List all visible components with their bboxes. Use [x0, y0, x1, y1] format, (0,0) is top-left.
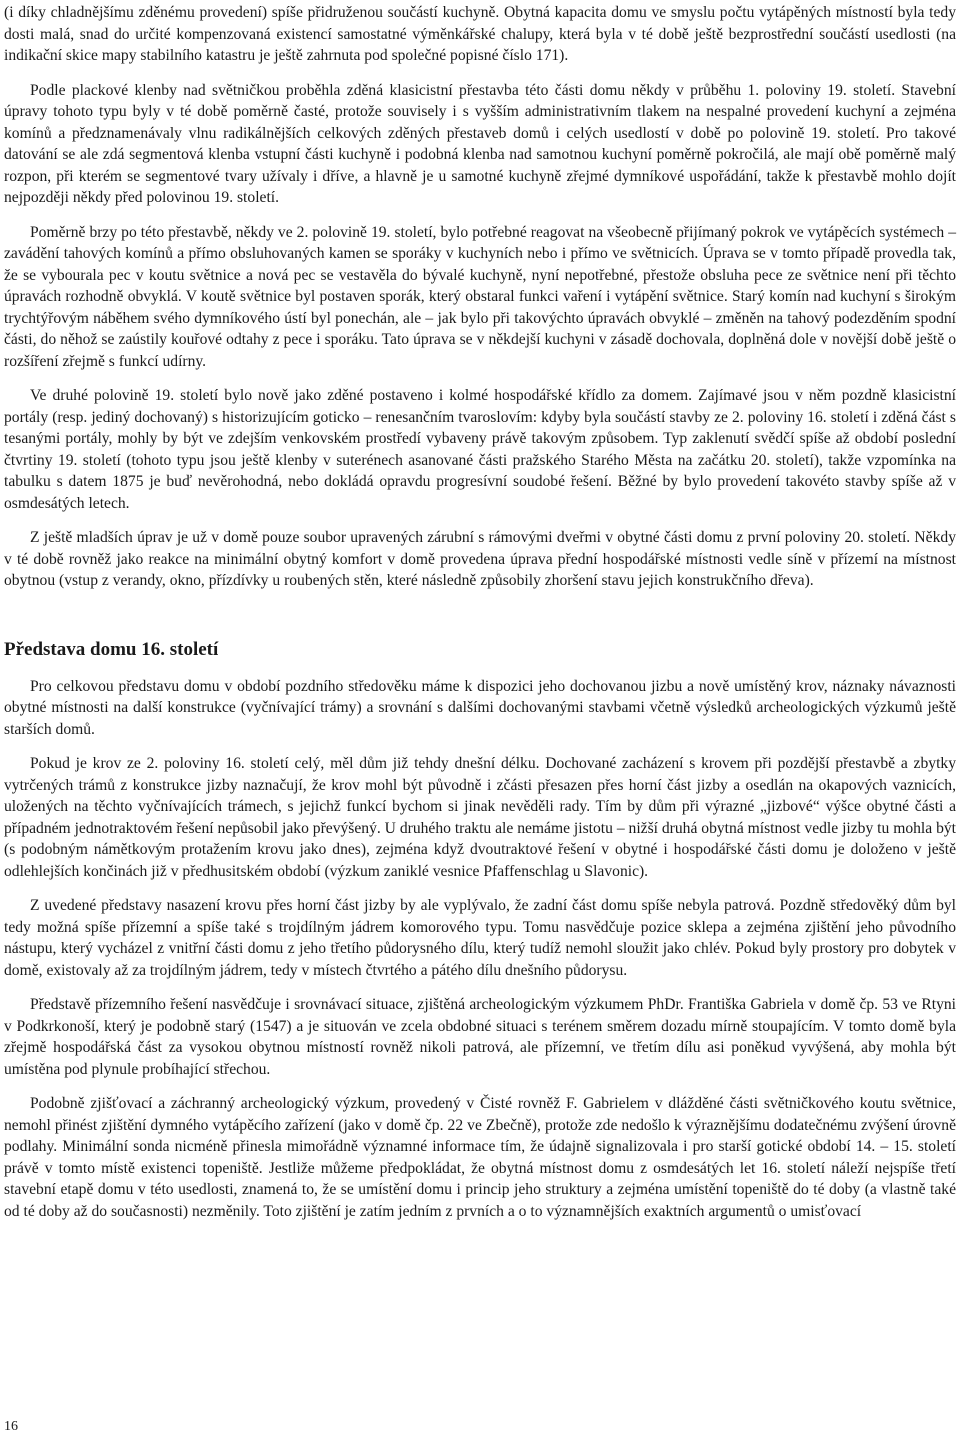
paragraph: Podle plackové klenby nad světničkou proběhla zděná klasicistní přestavba této části domu někdy v průběhu 1. poloviny 19. století. Stavební úpravy tohoto typu byly v té době poměrně časté, protože souvisely i s vyšším administrativním tlakem na nespalné provedení kuchyní a zejména komínů a předznamenávaly vlnu radikálnějších celkových zděných přestaveb domů i celých usedlostí v době po polovině 19. století. Pro takové datování se ale zdá segmentová klenba vstupní části kuchyně i podobná klenba nad samotnou kuchyní poměrně pokročilá, ale mají obě poměrně malý rozpon, při kterém se segmentové tvary užívaly i dříve, a hlavně je u samotné kuchyně zřejmé dymníkové uspořádání, takže k přestavbě mohlo dojít nejpozději někdy před polovinou 19. století. — [4, 81, 956, 206]
paragraph: (i díky chladnějšímu zděnému provedení) spíše přidruženou součástí kuchyně. Obytná kapacita domu ve smyslu počtu vytápěných místností byla tedy dosti malá, snad do určité kompenzovaná existencí samostatné výměnkářské chalupy, která byla v té době ještě bezprostřední součástí usedlosti (na indikační skice mapy stabilního katastru je ještě zahrnuta pod společné popisné číslo 171). — [4, 4, 956, 64]
section-heading: Představa domu 16. století — [4, 638, 219, 660]
page-number: 16 — [4, 1419, 18, 1434]
paragraph: Pro celkovou představu domu v období pozdního středověku máme k dispozici jeho dochovanou jizbu a nově umístěný krov, náznaky návaznosti obytné místnosti na další konstrukce (vyčnívající trámy) a srovnání s dalšími dochovanými stavbami včetně výsledků archeologických výzkumů ještě starších domů. — [4, 677, 956, 738]
paragraph: Z ještě mladších úprav je už v domě pouze soubor upravených zárubní s rámovými dveřmi v obytné části domu z první poloviny 20. století. Někdy v té době rovněž jako reakce na minimální obytný komfort v domě provedena úprava přední hospodářské místnosti vedle síně v přízemí na místnost obytnou (vstup z verandy, okno, přízdívky u roubených stěn, které následně způsobily zhoršení stavu jejich konstrukčního dřeva). — [4, 529, 956, 589]
paragraph: Představě přízemního řešení nasvědčuje i srovnávací situace, zjištěná archeologickým výzkumem PhDr. Františka Gabriela v domě čp. 53 ve Rtyni v Podkrkonoší, který je podobně starý (1547) a je situován ve zcela obdobné situaci s terénem směrem dozadu mírně stoupajícím. V tomto domě byla zřejmě hospodářská část za vysokou obytnou místností rovněž nikoli patrová, ale přízemní, ve třetím dílu asi poněkud vyvýšená, aby mohla být umístěna pod plynule probíhající střechou. — [4, 996, 956, 1078]
paragraph: Podobně zjišťovací a záchranný archeologický výzkum, provedený v Čisté rovněž F. Gabrielem v dlážděné části světničkového koutu světnice, nemohl přinést zjištění dymného vytápěcího zařízení (jako v domě čp. 22 ve Zbečně), protože zde nedošlo k výraznějšímu dodatečnému zvýšení úrovně podlahy. Minimální sonda nicméně přinesla mimořádně významné informace tím, že údajně signalizovala i pro starší gotické období 14. – 15. století právě v tomto místě existenci topeniště. Jestliže můžeme předpokládat, že obytná místnost domu z osmdesátých let 16. století náleží nejspíše třetí stavební etapě domu v této usedlosti, znamená to, že se umístění domu i princip jeho struktury a zejména umístění topeniště do té doby (a vlastně také od té doby až do současnosti) nezměnily. Toto zjištění je zatím jedním z prvních a o to významnějších exaktních argumentů o umisťovací — [4, 1095, 956, 1220]
paragraph: Pokud je krov ze 2. poloviny 16. století celý, měl dům již tehdy dnešní délku. Dochované zacházení s krovem při pozdější přestavbě a zbytky vytrčených trámů z konstrukce jizby naznačují, že krov mohl být původně i zčásti přesazen přes horní část jizby a osedlán na okapových vaznicích, uložených na těchto vyčnívajících trámech, s jejichž funkcí bychom si jinak nevěděli rady. Tím by dům při výrazné „jizbové“ výšce obytné části a případném jednotraktovém řešení nepůsobil jako převýšený. U druhého traktu ale nemáme jistotu – nižší druhá obytná místnost vedle jizby tu mohla být (s podobným námětkovým protažením krovu jako dnes), zejména když dvoutraktové řešení v obytné i hospodářské části domu je doloženo v ještě odlehlejších končinách již v předhusitském období (výzkum zaniklé vesnice Pfaffenschlag u Slavonic). — [4, 755, 956, 880]
paragraph: Poměrně brzy po této přestavbě, někdy ve 2. polovině 19. století, bylo potřebné reagovat na všeobecně přijímaný pokrok ve vytápěcích systémech – zavádění tahových komínů a přímo obsluhovaných kamen se sporáky v kuchyních nebo i přímo ve světnicích. Úprava se v tomto případě provedla tak, že se vybourala pec v koutu světnice a nová pec se vestavěla do bývalé kuchyně, nyní nepotřebné, přestože obsluha pece ze světnice není při těchto úpravách rozhodně obvyklá. V koutě světnice byl postaven sporák, který obstaral funkci vaření i vytápění světnice. Starý komín nad kuchyní s širokým trychtýřovým náběhem svého dymníkového ústí byl ponechán, ale – jak bylo při takovýchto úpravách obvyklé – změněn na tahový podezděním spodní části, do něhož se zaústily kouřové odtahy z pece i sporáku. Tato úprava se v někdejší kuchyni v zásadě dochovala, doplněná dole v novější době ještě o rozšíření zřejmě s funkcí udírny. — [4, 223, 956, 370]
paragraph: Z uvedené představy nasazení krovu přes horní část jizby by ale vyplývalo, že zadní část domu spíše nebyla patrová. Pozdně středověký dům byl tedy možná spíše přízemní a spíše také s trojdílným jádrem komorového typu. Tomu nasvědčuje pozice sklepa a zejména zjištění jeho původního nástupu, který vycházel z vnitřní části domu z jeho třetího půdorysného dílu, který tudíž nemohl sloužit jako chlév. Pokud byly prostory pro dobytek v domě, existovaly až za trojdílným jádrem, tedy v místech čtvrtého a pátého dílu dnešního půdorysu. — [4, 897, 956, 979]
text-column — [4, 2, 956, 1235]
paragraph: Ve druhé polovině 19. století bylo nově jako zděné postaveno i kolmé hospodářské křídlo za domem. Zajímavé jsou v něm pozdně klasicistní portály (resp. jediný dochovaný) s historizujícím goticko – renesančním tvaroslovím: kdyby byla součástí stavby ze 2. poloviny 16. století i zděná část s tesanými portály, mohly by být ve zdejším venkovském prostředí vybaveny právě takovým způsobem. Typ zaklenutí svědčí spíše až období poslední čtvrtiny 19. století (tohoto typu jsou ještě klenby v suterénech asanované části pražského Starého Města na začátku 20. století), takže vzpomínka na tabulku s datem 1875 je buď nevěrohodná, nebo dokládá opravdu progresívní soudobé řešení. Běžné by bylo provedení takovéto stavby spíše až v osmdesátých letech. — [4, 387, 956, 512]
